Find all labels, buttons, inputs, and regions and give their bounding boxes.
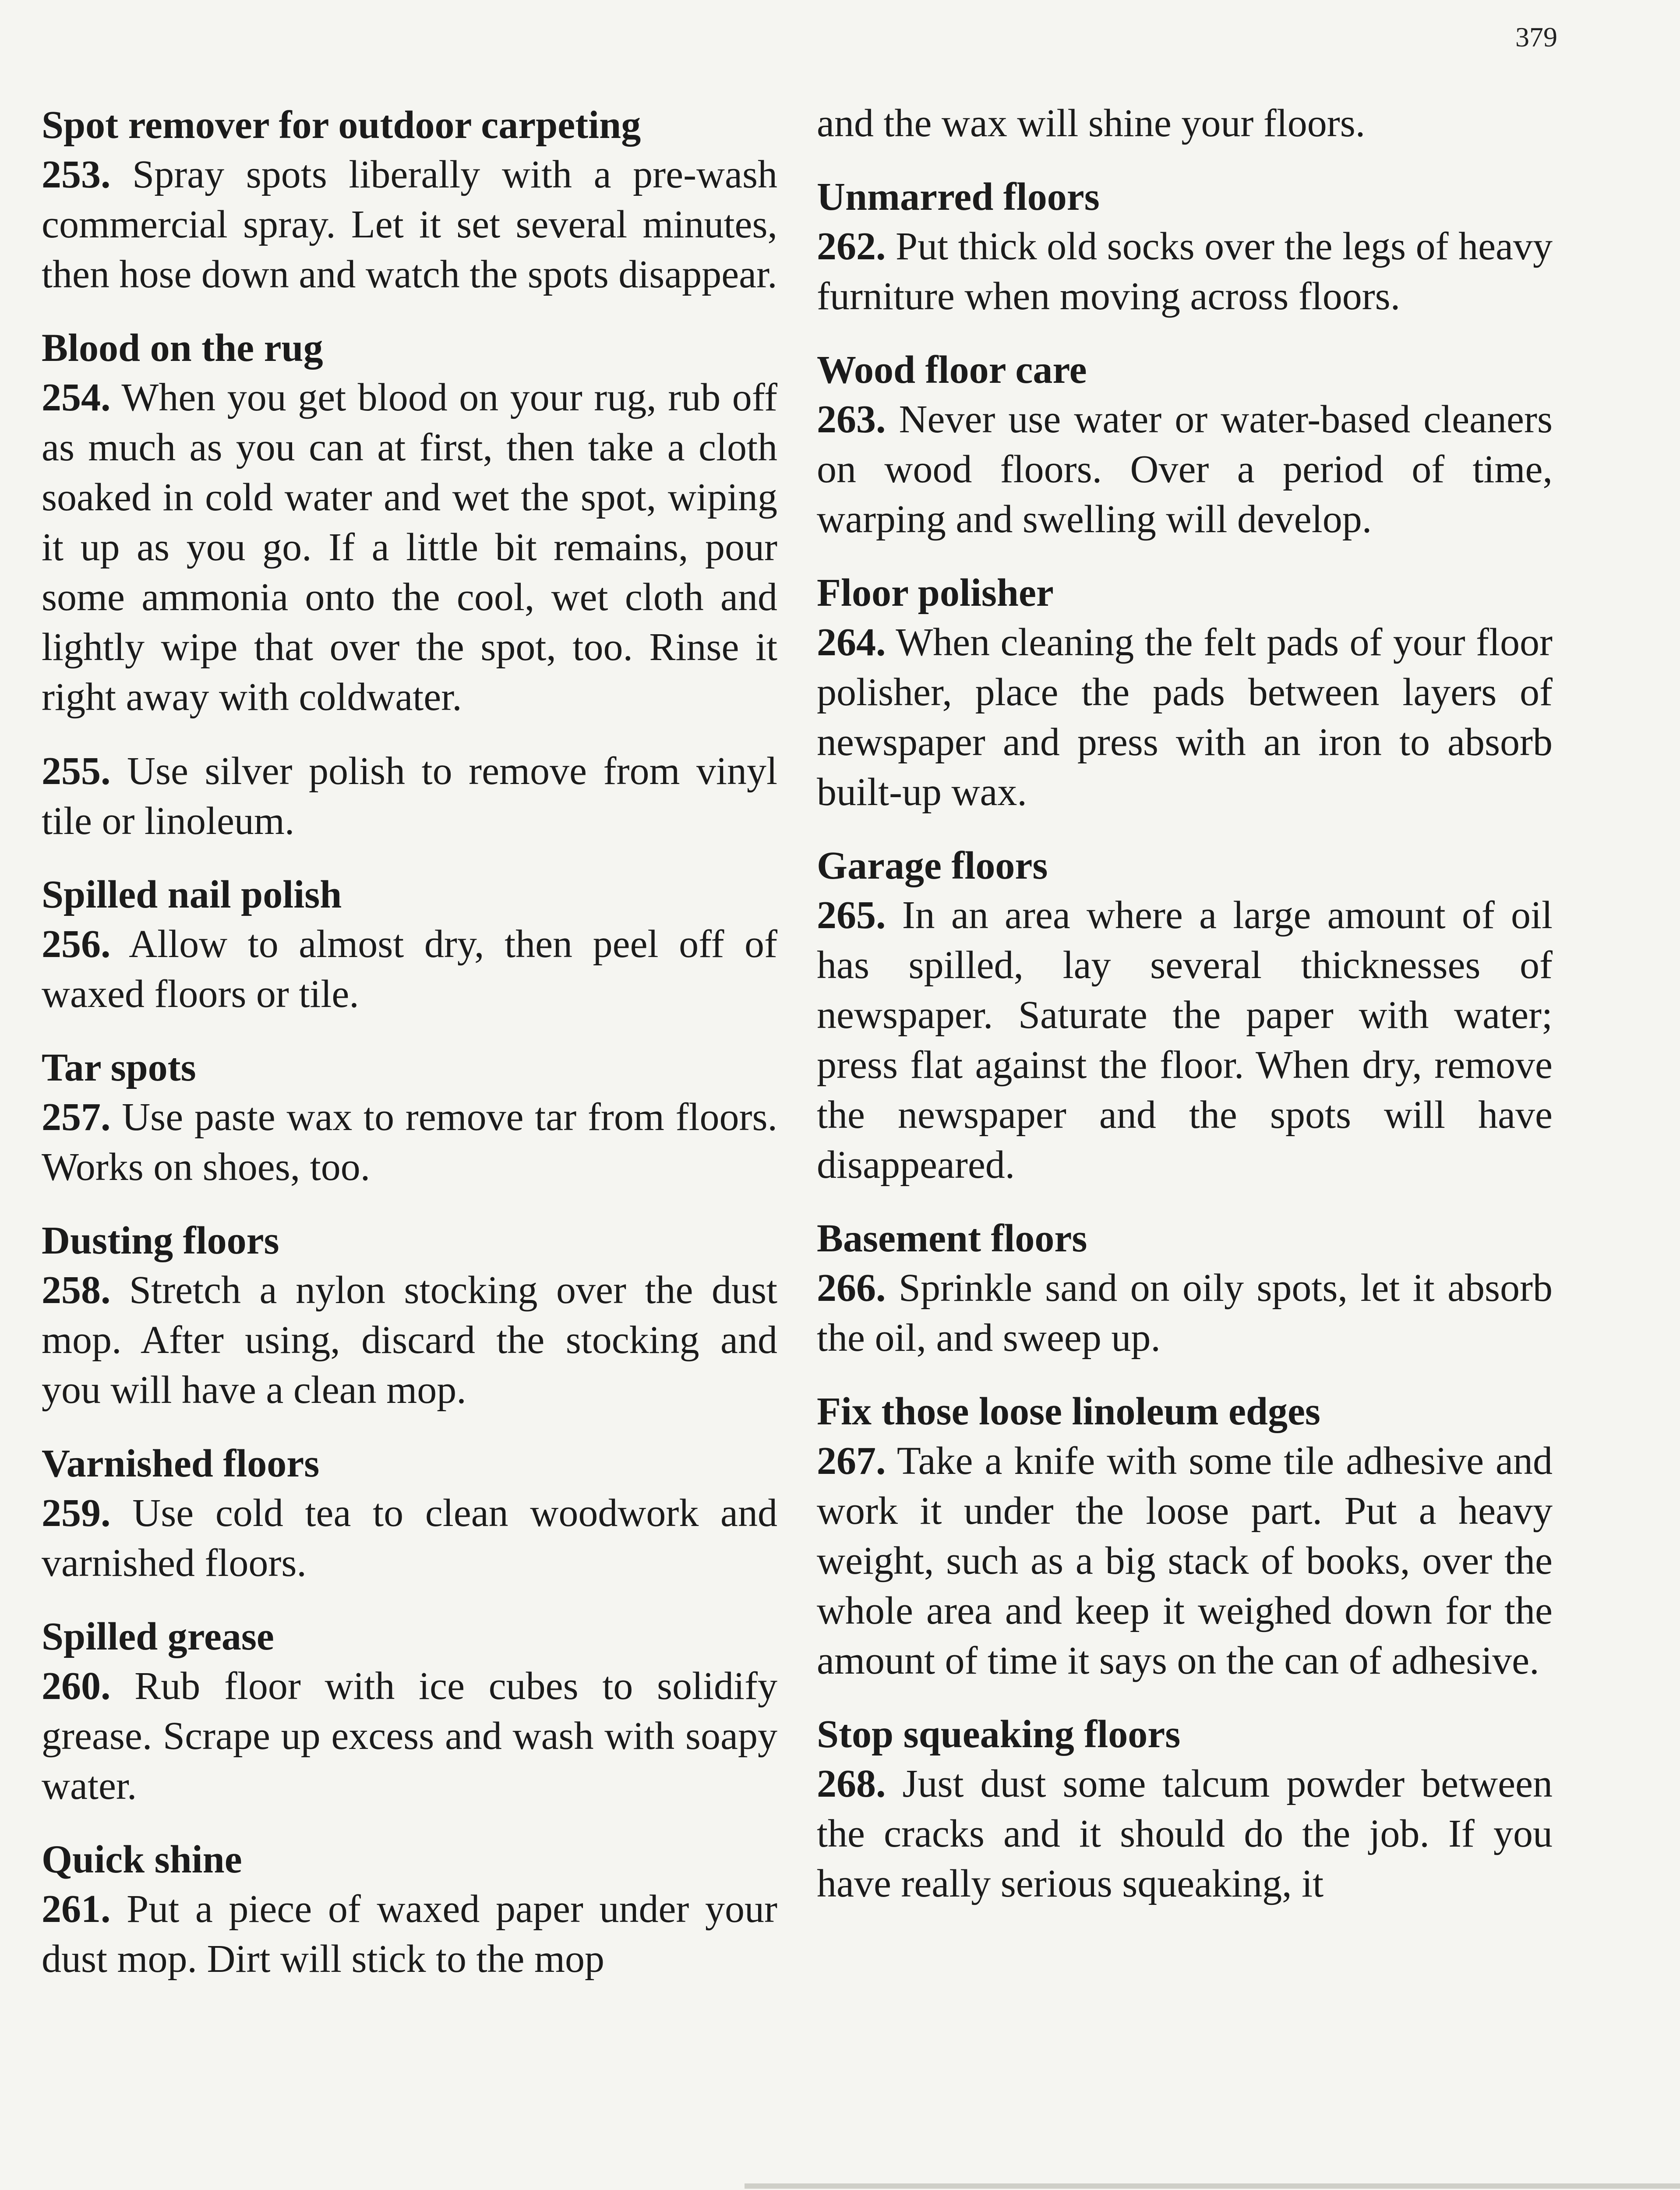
tip-text: Never use water or water-based cleaners on wood floors. Over a period of time, warping and swelling will develop. [817, 398, 1553, 541]
tip-body [42, 1884, 777, 1984]
tip-block [42, 1835, 777, 1984]
tip-heading: Spilled grease [42, 1615, 274, 1658]
tip-block [42, 101, 777, 300]
tip-block [42, 1612, 777, 1811]
tip-text: In an area where a large amount of oil has spilled, lay several thicknesses of newspaper. Saturate the paper with water; press flat against the floor. When dry, remove the newspaper and the spots will have disappeared. [817, 894, 1553, 1187]
tip-heading: Varnished floors [42, 1442, 320, 1485]
tip-heading: Garage floors [817, 844, 1048, 887]
tip-block [42, 1043, 777, 1192]
tip-heading: Blood on the rug [42, 326, 323, 370]
tip-block [817, 569, 1553, 817]
tip-body [817, 1759, 1553, 1909]
tip-body [817, 395, 1553, 544]
tip-number: 254. [42, 376, 111, 419]
tip-body [817, 890, 1553, 1190]
tip-number: 261. [42, 1887, 111, 1931]
tip-number: 256. [42, 922, 111, 966]
tip-number: 253. [42, 153, 111, 196]
tip-number: 263. [817, 398, 886, 441]
tip-heading: Spilled nail polish [42, 873, 342, 916]
tip-block [42, 1216, 777, 1415]
tip-heading: Spot remover for outdoor carpeting [42, 103, 641, 147]
tip-body [42, 1488, 777, 1588]
left-column [42, 101, 777, 2008]
tip-text: and the wax will shine your floors. [817, 102, 1366, 145]
tip-text: Use cold tea to clean woodwork and varnished floors. [42, 1491, 777, 1585]
tip-text: Allow to almost dry, then peel off of waxed floors or tile. [42, 922, 777, 1016]
tip-block [42, 746, 777, 846]
tip-body [42, 150, 777, 300]
tip-text: Use paste wax to remove tar from floors. Works on shoes, too. [42, 1095, 777, 1189]
tip-heading: Basement floors [817, 1217, 1087, 1260]
tip-text: When you get blood on your rug, rub off as much as you can at first, then take a cloth soaked in cold water and wet the spot, wiping it up as you go. If a little bit remains, pour some ammonia onto the cool, wet cloth and lightly wipe that over the spot, too. Rinse it right away with coldwater. [42, 376, 778, 719]
right-column [817, 99, 1553, 1933]
tip-text: When cleaning the felt pads of your floor polisher, place the pads between layers of newspaper and press with an iron to absorb built-up wax. [817, 621, 1553, 814]
tip-body [817, 222, 1553, 321]
tip-heading: Stop squeaking floors [817, 1713, 1181, 1756]
tip-text: Use silver polish to remove from vinyl tile or linoleum. [42, 749, 777, 843]
tip-text: Put a piece of waxed paper under your dust mop. Dirt will stick to the mop [42, 1887, 778, 1981]
tip-number: 265. [817, 894, 886, 937]
tip-number: 260. [42, 1664, 111, 1708]
tip-text: Rub floor with ice cubes to solidify grease. Scrape up excess and wash with soapy water. [42, 1664, 777, 1808]
tip-block [817, 1710, 1553, 1909]
tip-body [817, 618, 1553, 817]
tip-heading: Tar spots [42, 1046, 196, 1089]
tip-heading: Fix those loose linoleum edges [817, 1390, 1320, 1433]
tip-heading: Floor polisher [817, 571, 1054, 615]
tip-body [42, 1661, 777, 1811]
tip-block [42, 1439, 777, 1588]
tip-block [42, 324, 777, 722]
tip-number: 266. [817, 1266, 886, 1310]
tip-block [42, 870, 777, 1019]
tip-heading: Quick shine [42, 1838, 242, 1881]
tip-heading: Unmarred floors [817, 175, 1100, 219]
tip-body [42, 373, 777, 722]
tip-text: Take a knife with some tile adhesive and work it under the loose part. Put a heavy weight, such as a big stack of books, over the whole area and keep it weighed down for the amount of time it says on the can of adhesive. [817, 1439, 1553, 1682]
tip-block [817, 99, 1553, 148]
tip-text: Spray spots liberally with a pre-wash commercial spray. Let it set several minutes, then hose down and watch the spots disappear. [42, 153, 778, 296]
tip-heading: Wood floor care [817, 348, 1087, 392]
tip-body [42, 746, 777, 846]
tip-block [817, 173, 1553, 321]
tip-number: 255. [42, 749, 111, 793]
tip-block [817, 841, 1553, 1190]
page-number: 379 [1515, 21, 1557, 53]
bottom-rule [745, 2183, 1680, 2189]
tip-body [42, 1092, 777, 1192]
tip-number: 262. [817, 225, 886, 268]
tip-number: 257. [42, 1095, 111, 1139]
tip-number: 268. [817, 1762, 886, 1805]
tip-body [42, 919, 777, 1019]
tip-block [817, 1387, 1553, 1686]
tip-number: 264. [817, 621, 886, 664]
tip-body [817, 1263, 1553, 1363]
tip-body [817, 99, 1553, 148]
tip-block [817, 1214, 1553, 1363]
tip-body [817, 1436, 1553, 1686]
tip-number: 267. [817, 1439, 886, 1483]
tip-heading: Dusting floors [42, 1219, 279, 1262]
tip-text: Stretch a nylon stocking over the dust mop. After using, discard the stocking and you will have a clean mop. [42, 1268, 778, 1412]
tip-text: Sprinkle sand on oily spots, let it absorb the oil, and sweep up. [817, 1266, 1553, 1360]
tip-number: 259. [42, 1491, 111, 1535]
tip-text: Just dust some talcum powder between the cracks and it should do the job. If you have really serious squeaking, it [817, 1762, 1553, 1905]
tip-number: 258. [42, 1268, 111, 1312]
tip-body [42, 1265, 777, 1415]
tip-block [817, 346, 1553, 544]
tip-text: Put thick old socks over the legs of heavy furniture when moving across floors. [817, 225, 1553, 318]
